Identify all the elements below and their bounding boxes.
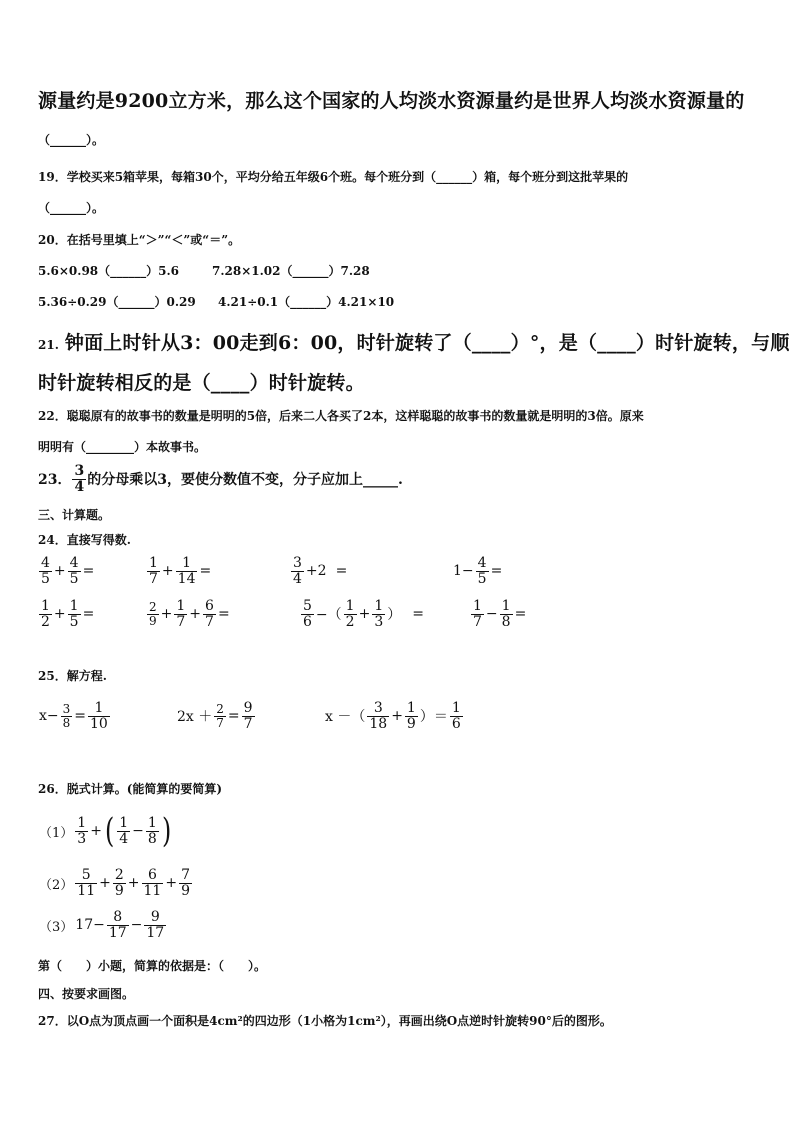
q26-problem-1: （1） $\frac{1}{3}$ + ( $\frac{1}{4}$ − $\frac{1}{8}$ ) xyxy=(39,811,172,851)
q24-expr-1: $\frac{4}{5}$ + $\frac{4}{5}$ = xyxy=(41,555,95,587)
q24-expr-8: $\frac{1}{7}$ − $\frac{1}{8}$ = xyxy=(473,598,527,630)
q21-label: 21. xyxy=(38,338,59,352)
q22-line1: 22．聪聪原有的故事书的数量是明明的5倍，后来二人各买了2本，这样聪聪的故事书的数量就是明明的3倍。原来 xyxy=(38,409,644,423)
q25-equation-2: 2x ＋ $\frac{2}{7}$ = $\frac{9}{7}$ xyxy=(177,700,253,732)
q24-title: 24．直接写得数. xyxy=(38,533,131,547)
section-4-title: 四、按要求画图。 xyxy=(38,987,135,1001)
section-3-title: 三、计算题。 xyxy=(38,508,111,522)
q26-problem-3: （3） 17− $\frac{8}{17}$ − $\frac{9}{17}$ xyxy=(39,909,165,941)
q26-title: 26．脱式计算。(能简算的要简算) xyxy=(38,782,223,796)
q19-line1: 19．学校买来5箱苹果，每箱30个，平均分给五年级6个班。每个班分到（______）箱，每个班分到这批苹果的 xyxy=(38,170,629,184)
q19-line2: （______）。 xyxy=(38,201,105,215)
q20-title: 20．在括号里填上“＞”“＜”或“＝”。 xyxy=(38,233,241,247)
q23-prefix: 23． xyxy=(38,472,72,489)
q25-equation-3: x －（ $\frac{3}{18}$ + $\frac{1}{9}$ ）＝ $\frac{1}{6}$ xyxy=(325,700,461,732)
q20-item-d: 4.21÷0.1（______）4.21×10 xyxy=(218,295,395,309)
q20-item-b: 7.28×1.02（______）7.28 xyxy=(212,264,370,278)
q26-note: 第（ ）小题，简算的依据是：（ ）。 xyxy=(38,959,267,973)
q27-text: 27．以O点为顶点画一个面积是4cm²的四边形（1小格为1cm²），再画出绕O点逆时针旋转90°后的图形。 xyxy=(38,1014,612,1028)
q24-expr-6: $\frac{2}{9}$ + $\frac{1}{7}$ + $\frac{6}{7}$ = xyxy=(149,598,230,630)
q18-line2: （______）。 xyxy=(38,133,105,147)
q23 xyxy=(38,464,403,494)
q25-title: 25．解方程. xyxy=(38,669,107,683)
q24-expr-2: $\frac{1}{7}$ + $\frac{1}{14}$ = xyxy=(149,555,212,587)
q20-item-c: 5.36÷0.29（______）0.29 xyxy=(38,295,196,309)
q23-text: 的分母乘以3，要使分数值不变，分子应加上_____. xyxy=(87,472,403,489)
q23-fraction: $\frac{3}{4}$ xyxy=(74,463,85,495)
q25-equation-1: x− $\frac{3}{8}$ = $\frac{1}{10}$ xyxy=(39,700,108,732)
q22-line2: 明明有（________）本故事书。 xyxy=(38,440,207,454)
q24-expr-5: $\frac{1}{2}$ + $\frac{1}{5}$ = xyxy=(41,598,95,630)
q26-problem-2: （2） $\frac{5}{11}$ + $\frac{2}{9}$ + $\frac{6}{11}$ + $\frac{7}{9}$ xyxy=(39,867,190,899)
q21-line1-wrap xyxy=(38,328,790,355)
q21-line1: 钟面上时针从3：00走到6：00，时针旋转了（____）°，是（____）时针旋转，与顺 xyxy=(64,332,790,354)
q24-expr-3: $\frac{3}{4}$ +2 = xyxy=(293,555,348,587)
q18-line1: 源量约是9200立方米，那么这个国家的人均淡水资源量约是世界人均淡水资源量的 xyxy=(38,90,745,112)
q20-item-a: 5.6×0.98（______）5.6 xyxy=(38,264,180,278)
q21-line2: 时针旋转相反的是（____）时针旋转。 xyxy=(38,372,365,394)
q24-expr-7: $\frac{5}{6}$ −（ $\frac{1}{2}$ + $\frac{1}{3}$ ） = xyxy=(303,598,424,630)
q24-expr-4: 1− $\frac{4}{5}$ = xyxy=(453,555,503,587)
